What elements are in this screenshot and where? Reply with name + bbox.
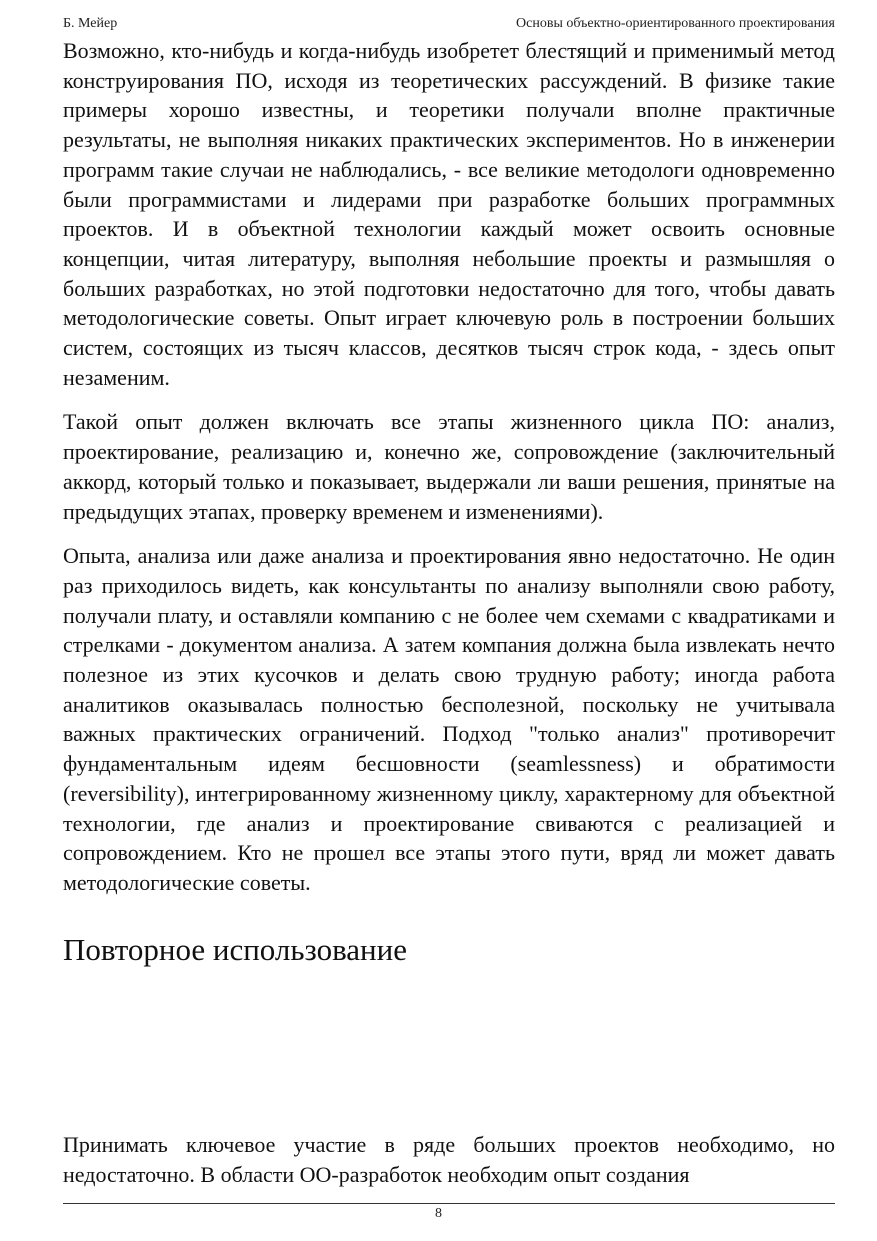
header-book-title: Основы объектно-ориентированного проектирования <box>516 16 835 31</box>
last-paragraph-container <box>63 1130 835 1202</box>
page-number: 8 <box>435 1206 442 1221</box>
paragraph-analysis: Опыта, анализа или даже анализа и проектирования явно недостаточно. Не один раз приходилось видеть, как консультанты по анализу выполняли свою работу, получали плату, и оставляли компанию с не более чем схемами с квадратиками и стрелками - документом анализа. А затем компания должна была извлекать нечто полезное из этих кусочков и делать свою трудную работу; иногда работа аналитиков оказывалась полностью бесполезной, поскольку не учитывала важных практических ограничений. Подход "только анализ" противоречит фундаментальным идеям бесшовности (seamlessness) и обратимости (reversibility), интегрированному жизненному циклу, характерному для объектной технологии, где анализ и проектирование свиваются с реализацией и сопровождением. Кто не прошел все этапы этого пути, вряд ли может давать методологические советы. <box>63 543 835 895</box>
running-header <box>63 14 835 36</box>
header-author: Б. Мейер <box>63 16 118 31</box>
paragraph-lifecycle: Такой опыт должен включать все этапы жизненного цикла ПО: анализ, проектирование, реализацию и, конечно же, сопровождение (заключительный аккорд, который только и показывает, выдержали ли ваши решения, принятые на предыдущих этапах, проверку временем и изменениями). <box>63 409 835 524</box>
paragraph-experience: Возможно, кто-нибудь и когда-нибудь изобретет блестящий и применимый метод конструирования ПО, исходя из теоретических рассуждений. В физике такие примеры хорошо известны, и теоретики получали вполне практичные результаты, не выполняя никаких практических экспериментов. Но в инженерии программ такие случаи не наблюдались, - все великие методологи одновременно были программистами и лидерами при разработке больших программных проектов. И в объектной технологии каждый может освоить основные концепции, читая литературу, выполняя небольшие проекты и размышляя о больших разработках, но этой подготовки недостаточно для того, чтобы давать методологические советы. Опыт играет ключевую роль в построении больших систем, состоящих из тысяч классов, десятков тысяч строк кода, - здесь опыт незаменим. <box>63 38 835 390</box>
paragraph-reuse: Принимать ключевое участие в ряде больших проектов необходимо, но недостаточно. В области ОО-разработок необходим опыт создания <box>63 1132 835 1187</box>
page-body <box>63 36 835 1014</box>
section-heading: Повторное использование <box>63 931 407 967</box>
footer-divider <box>63 1203 835 1204</box>
